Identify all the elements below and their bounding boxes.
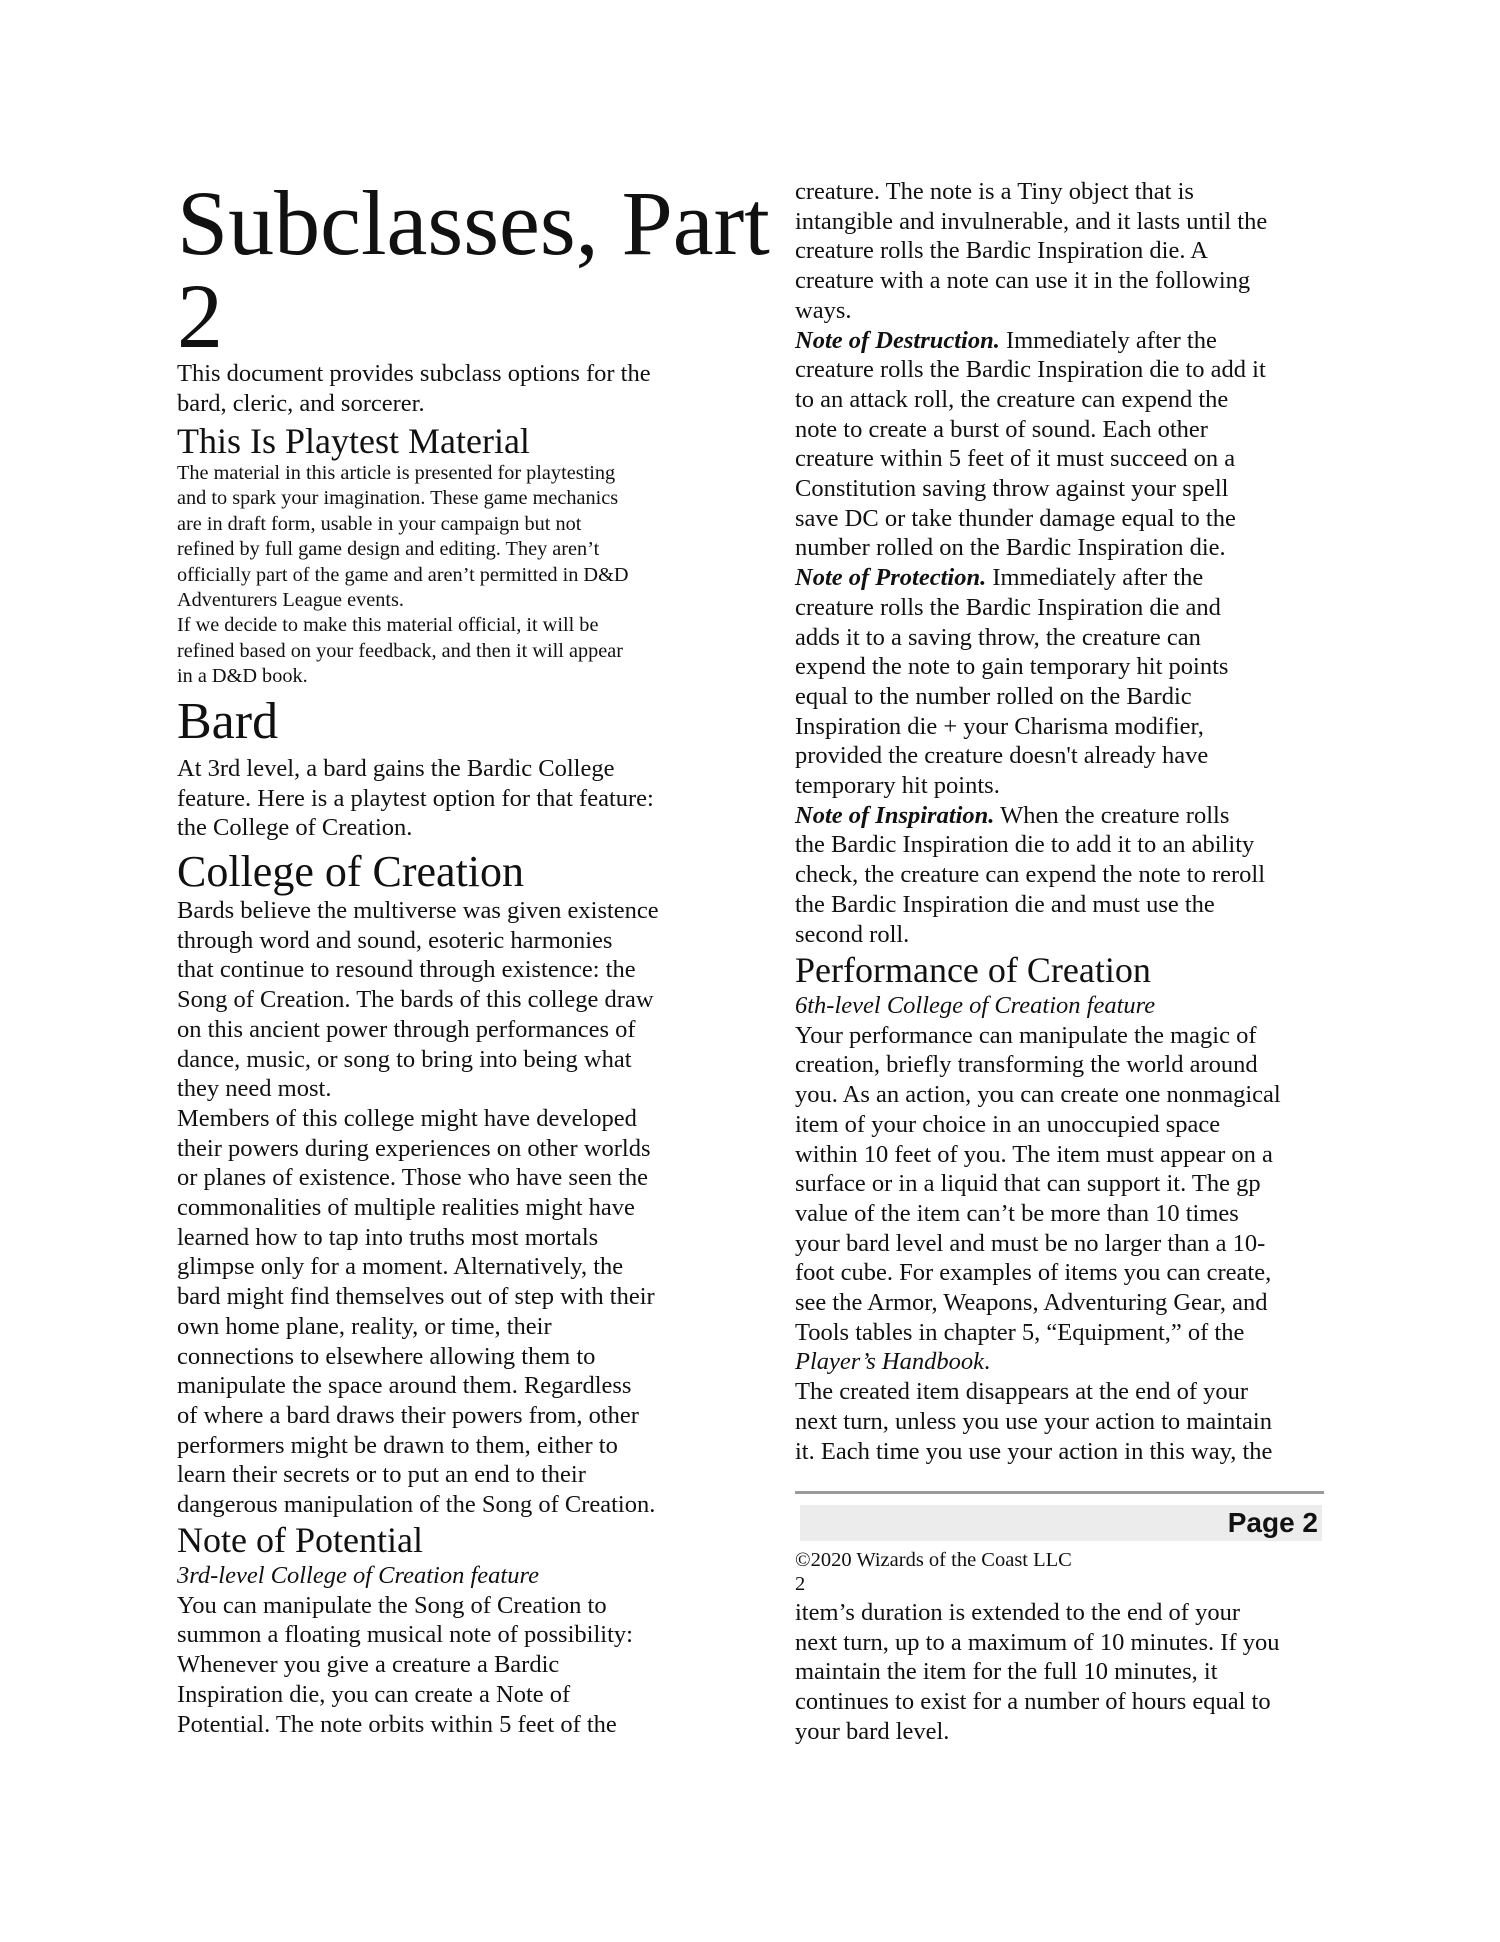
text-line: note to create a burst of sound. Each other (795, 415, 1208, 443)
performance-continued (795, 1598, 1280, 1747)
text-line: their powers during experiences on other worlds (177, 1134, 651, 1162)
text-line: dance, music, or song to bring into being what (177, 1045, 632, 1073)
text-line: Bards believe the multiverse was given existence (177, 897, 659, 924)
text-line: At 3rd level, a bard gains the Bardic College (177, 755, 615, 782)
text-line: dangerous manipulation of the Song of Creation. (177, 1491, 656, 1519)
text-line: You can manipulate the Song of Creation to (177, 1591, 607, 1619)
text-line: Potential. The note orbits within 5 feet of the (177, 1710, 617, 1738)
note-of-destruction-label: Note of Destruction. (795, 326, 1000, 354)
text-line: next turn, unless you use your action to maintain (795, 1407, 1272, 1435)
text-line: your bard level and must be no larger than a 10- (795, 1229, 1266, 1257)
text-line: and to spark your imagination. These game mechanics (177, 487, 619, 510)
text-line: value of the item can’t be more than 10 times (795, 1199, 1239, 1227)
text-line: glimpse only for a moment. Alternatively, the (177, 1253, 624, 1281)
bard-paragraph (177, 754, 654, 843)
text-line: provided the creature doesn't already have (795, 742, 1209, 770)
text-line: the College of Creation. (177, 814, 413, 842)
right-column-text (795, 177, 1267, 949)
text-line: or planes of existence. Those who have seen the (177, 1164, 649, 1192)
text-line: maintain the item for the full 10 minutes, it (795, 1658, 1218, 1686)
text-line: the Bardic Inspiration die and must use the (795, 890, 1215, 918)
text-line: refined by full game design and editing. They aren’t (177, 538, 600, 561)
footer (795, 1548, 1072, 1596)
text-line: save DC or take thunder damage equal to the (795, 504, 1236, 532)
performance-text (795, 991, 1281, 1466)
text-line: within 10 feet of you. The item must appear on a (795, 1140, 1273, 1168)
college-paragraph (177, 896, 659, 1520)
text-line: adds it to a saving throw, the creature can (795, 623, 1201, 651)
text-line: check, the creature can expend the note to reroll (795, 861, 1266, 889)
text-line: creature rolls the Bardic Inspiration die and (795, 593, 1221, 621)
page-label-box (800, 1505, 1322, 1541)
note-of-protection-label: Note of Protection. (795, 564, 987, 592)
text-line: continues to exist for a number of hours equal to (795, 1688, 1271, 1716)
text-line: Inspiration die + your Charisma modifier, (795, 712, 1204, 740)
text-line: creature with a note can use it in the following (795, 267, 1251, 295)
text-line: number rolled on the Bardic Inspiration die. (795, 534, 1226, 562)
text-line: learn their secrets or to put an end to their (177, 1461, 586, 1489)
text-line: feature. Here is a playtest option for that feature: (177, 784, 654, 812)
text-line: that continue to resound through existence: the (177, 956, 636, 984)
text-line: in a D&D book. (177, 665, 308, 688)
text-line: equal to the number rolled on the Bardic (795, 682, 1192, 710)
text: Immediately after the (999, 326, 1217, 354)
book-title: Player’s Handbook (795, 1348, 984, 1376)
text-line: Whenever you give a creature a Bardic (177, 1651, 560, 1679)
note-of-potential-text (177, 1561, 633, 1739)
text-line: own home plane, reality, or time, their (177, 1312, 552, 1340)
text-line: learned how to tap into truths most mortals (177, 1223, 599, 1251)
text-line: The material in this article is presented for playtesting (177, 462, 616, 484)
text-line: Constitution saving throw against your spell (795, 475, 1229, 503)
text-line: Your performance can manipulate the magic of (795, 1021, 1257, 1049)
text-line: your bard level. (795, 1717, 950, 1745)
text-line: Inspiration die, you can create a Note of (177, 1680, 571, 1708)
text-line: ways. (795, 296, 852, 324)
text-line: to an attack roll, the creature can expend the (795, 385, 1229, 413)
text-line: through word and sound, esoteric harmonies (177, 926, 613, 954)
text-line: on this ancient power through performances of (177, 1015, 636, 1043)
text-line: you. As an action, you can create one nonmagical (795, 1081, 1281, 1109)
text-line: surface or in a liquid that can support it. The gp (795, 1170, 1261, 1198)
text-line: creature rolls the Bardic Inspiration die to add it (795, 356, 1266, 384)
text: When the creature rolls (994, 801, 1230, 829)
document-title (177, 172, 770, 367)
text-line: are in draft form, usable in your campaign but not (177, 512, 582, 535)
text-line: creature rolls the Bardic Inspiration die. A (795, 237, 1208, 265)
text: . (983, 1348, 991, 1376)
text-line: bard, cleric, and sorcerer. (177, 389, 425, 417)
text-line: performers might be drawn to them, either to (177, 1431, 618, 1459)
note-continued-paragraph (795, 177, 1267, 326)
text-line: of where a bard draws their powers from, other (177, 1401, 639, 1429)
text-line: summon a floating musical note of possibility: (177, 1621, 633, 1649)
text-line: Members of this college might have developed (177, 1104, 637, 1132)
text: Immediately after the (986, 564, 1204, 592)
text-line: This document provides subclass options for the (177, 360, 651, 387)
text-line: intangible and invulnerable, and it lasts until the (795, 207, 1268, 235)
text-line: refined based on your feedback, and then it will appear (177, 639, 624, 662)
performance-heading: Performance of Creation (795, 950, 1151, 990)
intro-paragraph (177, 359, 651, 418)
page-number: 2 (795, 1573, 806, 1595)
text-line: the Bardic Inspiration die to add it to an ability (795, 831, 1255, 859)
text-line: item’s duration is extended to the end of your (795, 1599, 1240, 1626)
footer-divider (795, 1491, 1324, 1494)
note-of-inspiration (795, 801, 1267, 950)
text-line: Adventurers League events. (177, 589, 404, 612)
text-line: creature within 5 feet of it must succeed on a (795, 445, 1236, 473)
bard-heading: Bard (177, 693, 279, 750)
note-of-potential-paragraph (177, 1591, 633, 1740)
text-line: manipulate the space around them. Regardless (177, 1372, 632, 1400)
text-line: commonalities of multiple realities might have (177, 1194, 635, 1222)
text-line: they need most. (177, 1075, 332, 1103)
feature-subtitle: 6th-level College of Creation feature (795, 992, 1156, 1019)
text-line: officially part of the game and aren’t permitted in D&D (177, 563, 629, 586)
text-line: second roll. (795, 920, 910, 948)
note-of-destruction (795, 326, 1267, 564)
text-line: The created item disappears at the end of your (795, 1378, 1249, 1406)
text-line: next turn, up to a maximum of 10 minutes. If you (795, 1628, 1280, 1656)
copyright: ©2020 Wizards of the Coast LLC (795, 1549, 1072, 1571)
text-line: creation, briefly transforming the world around (795, 1051, 1258, 1079)
text-line: bard might find themselves out of step with their (177, 1283, 655, 1311)
playtest-text (177, 461, 629, 690)
text-line: If we decide to make this material official, it will be (177, 614, 599, 637)
text-line: Tools tables in chapter 5, “Equipment,” of the (795, 1318, 1245, 1346)
text-line: foot cube. For examples of items you can create, (795, 1259, 1272, 1287)
note-of-potential-heading: Note of Potential (177, 1520, 423, 1560)
text-line: temporary hit points. (795, 772, 1000, 800)
title-line: Subclasses, Part (177, 172, 770, 274)
playtest-heading: This Is Playtest Material (177, 421, 530, 461)
text-line: connections to elsewhere allowing them to (177, 1342, 596, 1370)
text-line: see the Armor, Weapons, Adventuring Gear, and (795, 1289, 1268, 1317)
note-of-inspiration-label: Note of Inspiration. (795, 801, 995, 829)
text-line: item of your choice in an unoccupied space (795, 1110, 1221, 1138)
college-heading: College of Creation (177, 847, 525, 896)
text-line: Song of Creation. The bards of this college draw (177, 986, 654, 1014)
note-of-protection (795, 563, 1267, 801)
text-line: creature. The note is a Tiny object that is (795, 178, 1194, 205)
feature-subtitle: 3rd-level College of Creation feature (177, 1562, 539, 1589)
text-line: expend the note to gain temporary hit points (795, 653, 1229, 681)
title-line: 2 (177, 265, 223, 367)
text-line: it. Each time you use your action in this way, the (795, 1437, 1273, 1465)
page-label: Page 2 (1227, 1507, 1318, 1538)
